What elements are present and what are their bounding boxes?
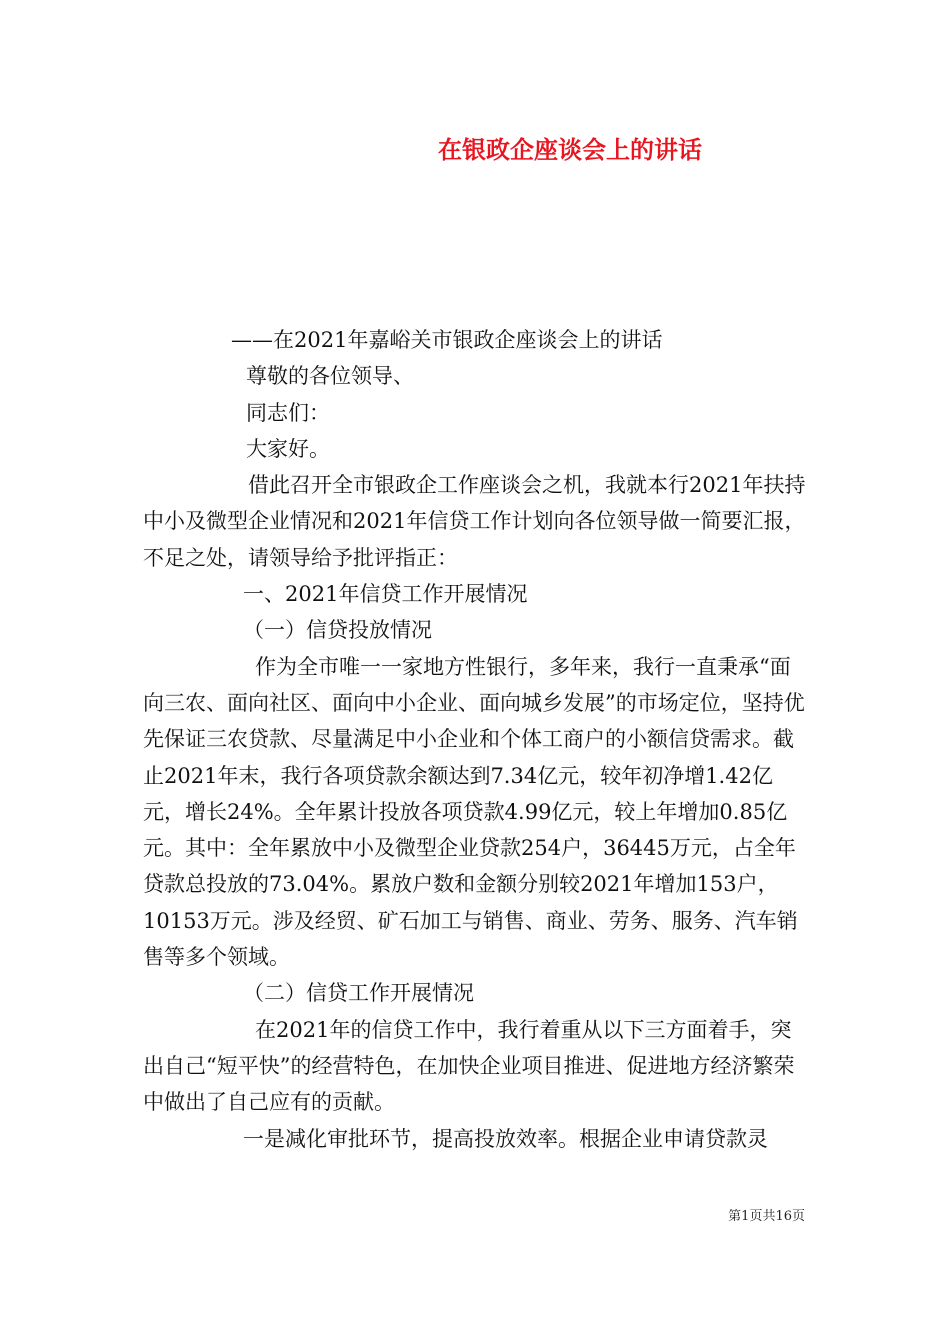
subsection-heading-1-2: （二）信贷工作开展情况 [243,981,474,1006]
document-body [143,322,808,1157]
greeting-line: 大家好。 [246,436,330,461]
paragraph-loan-issuance: 作为全市唯一一家地方性银行，多年来，我行一直秉承“面向三农、面向社区、面向中小企业、面向城乡发展”的市场定位，坚持优先保证三农贷款、尽量满足中小企业和个体工商户的小额信贷需求。截止2021年末，我行各项贷款余额达到7.34亿元，较年初净增1.42亿元，增长24%。全年累计投放各项贷款4.99亿元，较上年增加0.85亿元。其中：全年累放中小及微型企业贷款254户，36445万元，占全年贷款总投放的73.04%。累放户数和金额分别较2021年增加153户，10153万元。涉及经贸、矿石加工与销售、商业、劳务、服务、汽车销售等多个领域。 [143,654,805,970]
subsection-heading-1-1: （一）信贷投放情况 [243,618,432,643]
intro-paragraph: 借此召开全市银政企工作座谈会之机，我就本行2021年扶持中小及微型企业情况和2021年信贷工作计划向各位领导做一简要汇报，不足之处，请领导给予批评指正： [143,473,806,570]
section-heading-1: 一、2021年信贷工作开展情况 [243,582,528,607]
paragraph-credit-work: 在2021年的信贷工作中，我行着重从以下三方面着手，突出自己“短平快”的经营特色，在加快企业项目推进、促进地方经济繁荣中做出了自己应有的贡献。 [143,1017,795,1115]
salutation-line-2: 同志们： [246,400,330,425]
salutation-line-1: 尊敬的各位领导、 [246,364,414,389]
paragraph-approval: 一是减化审批环节，提高投放效率。根据企业申请贷款灵 [243,1126,768,1151]
page-number-footer: 第1页共16页 [728,1209,805,1224]
document-title: 在银政企座谈会上的讲话 [438,135,702,164]
document-subtitle: ——在2021年嘉峪关市银政企座谈会上的讲话 [231,328,663,352]
